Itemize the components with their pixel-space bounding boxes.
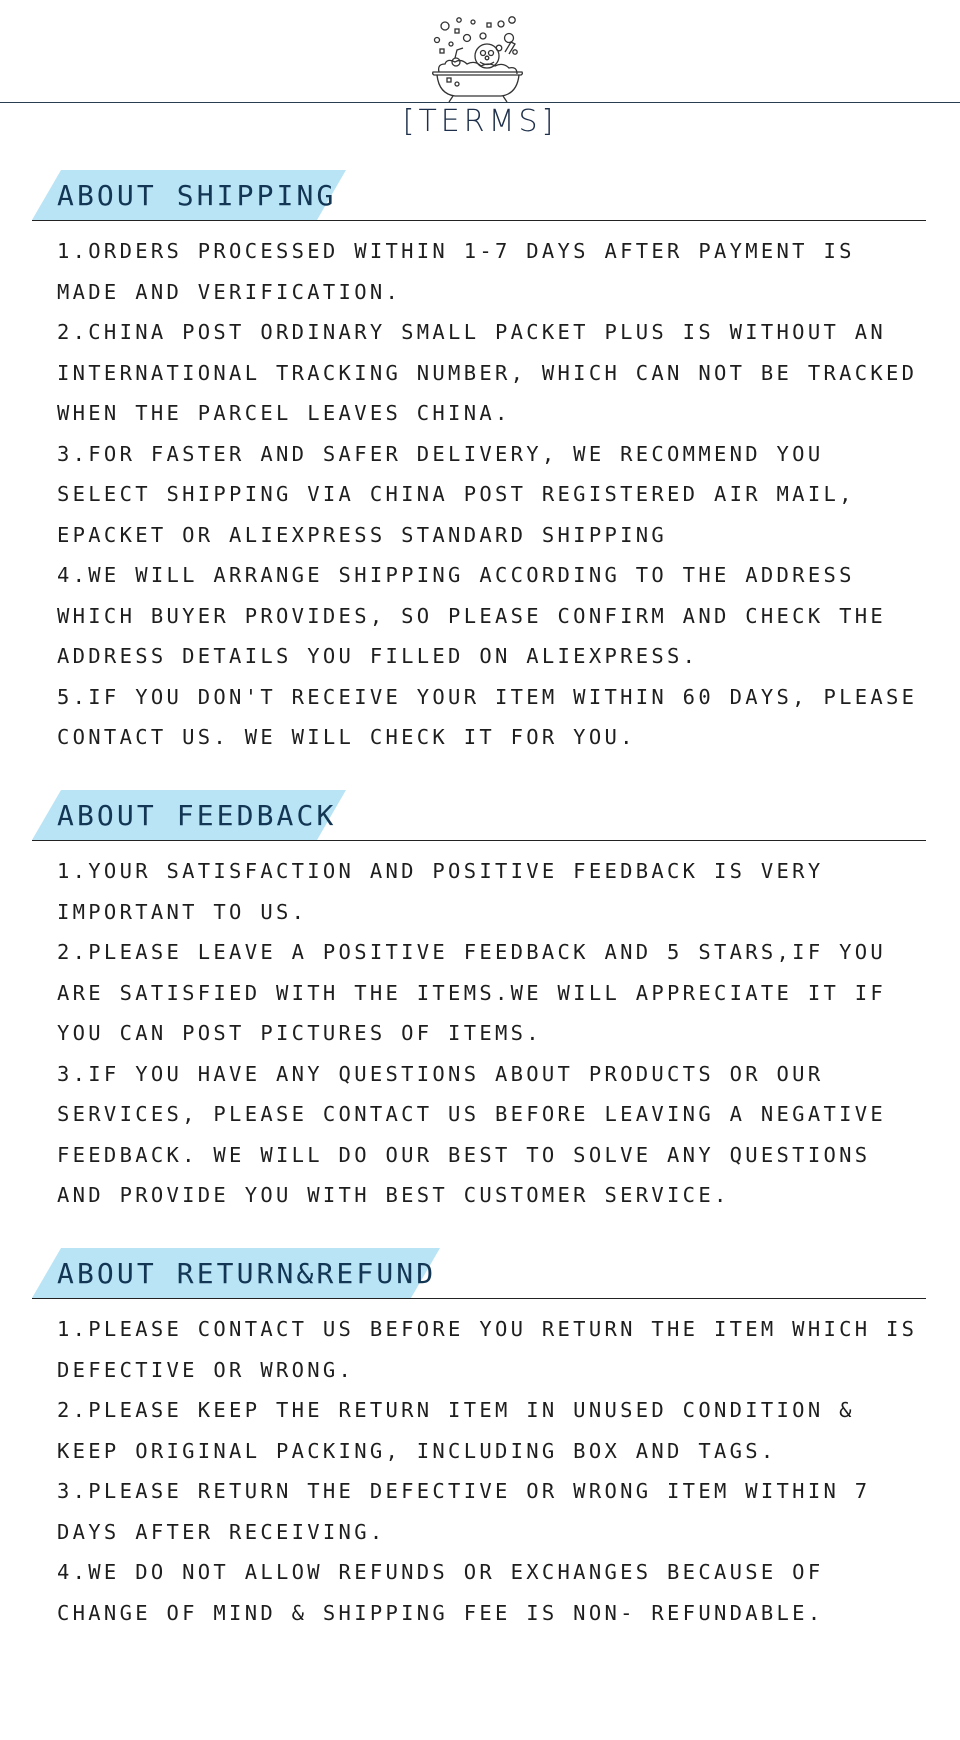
header	[0, 0, 960, 150]
list-item: 1.ORDERS PROCESSED WITHIN 1-7 DAYS AFTER PAYMENT IS MADE AND VERIFICATION.	[57, 239, 855, 304]
list-item: 3.IF YOU HAVE ANY QUESTIONS ABOUT PRODUCTS OR OUR SERVICES, PLEASE CONTACT US BEFORE LEAVING A NEGATIVE FEEDBACK. WE WILL DO OUR BEST TO SOLVE ANY QUESTIONS AND PROVIDE YOU WITH BEST CUSTOMER SERVICE.	[57, 1061, 887, 1207]
list-item: 4.WE DO NOT ALLOW REFUNDS OR EXCHANGES BECAUSE OF CHANGE OF MIND & SHIPPING FEE IS NON- REFUNDABLE.	[57, 1560, 824, 1625]
section-divider	[32, 220, 926, 221]
section-title: ABOUT RETURN&REFUND	[57, 1257, 437, 1290]
list-item: 2.PLEASE KEEP THE RETURN ITEM IN UNUSED CONDITION & KEEP ORIGINAL PACKING, INCLUDING BOX AND TAGS.	[57, 1398, 855, 1463]
section-header	[0, 790, 960, 842]
bathtub-cartoon-icon	[425, 12, 530, 104]
section-list	[0, 231, 927, 758]
section-header	[0, 170, 960, 222]
page-title: [TERMS]	[402, 104, 558, 139]
list-item: 2.PLEASE LEAVE A POSITIVE FEEDBACK AND 5 STARS,IF YOU ARE SATISFIED WITH THE ITEMS.WE WILL APPRECIATE IT IF YOU CAN POST PICTURES OF ITEMS.	[57, 940, 887, 1045]
list-item: 1.YOUR SATISFACTION AND POSITIVE FEEDBACK IS VERY IMPORTANT TO US.	[57, 859, 824, 924]
section-feedback	[0, 790, 960, 1216]
list-item: 2.CHINA POST ORDINARY SMALL PACKET PLUS IS WITHOUT AN INTERNATIONAL TRACKING NUMBER, WHICH CAN NOT BE TRACKED WHEN THE PARCEL LEAVES CHINA.	[57, 320, 918, 425]
list-item: 5.IF YOU DON'T RECEIVE YOUR ITEM WITHIN 60 DAYS, PLEASE CONTACT US. WE WILL CHECK IT FOR YOU.	[57, 684, 918, 749]
list-item: 4.WE WILL ARRANGE SHIPPING ACCORDING TO THE ADDRESS WHICH BUYER PROVIDES, SO PLEASE CONFIRM AND CHECK THE ADDRESS DETAILS YOU FILLED ON ALIEXPRESS.	[57, 563, 887, 668]
section-list	[0, 1309, 927, 1633]
section-header	[0, 1248, 960, 1300]
section-title: ABOUT FEEDBACK	[57, 799, 337, 832]
section-shipping	[0, 170, 960, 758]
section-divider	[32, 1298, 926, 1299]
list-item: 1.PLEASE CONTACT US BEFORE YOU RETURN THE ITEM WHICH IS DEFECTIVE OR WRONG.	[57, 1317, 918, 1382]
section-title: ABOUT SHIPPING	[57, 179, 337, 212]
list-item: 3.PLEASE RETURN THE DEFECTIVE OR WRONG ITEM WITHIN 7 DAYS AFTER RECEIVING.	[57, 1479, 871, 1544]
section-divider	[32, 840, 926, 841]
list-item: 3.FOR FASTER AND SAFER DELIVERY, WE RECOMMEND YOU SELECT SHIPPING VIA CHINA POST REGISTERED AIR MAIL, EPACKET OR ALIEXPRESS STANDARD SHIPPING	[57, 441, 855, 547]
header-divider	[0, 102, 960, 103]
section-refund	[0, 1248, 960, 1633]
section-list	[0, 851, 927, 1216]
